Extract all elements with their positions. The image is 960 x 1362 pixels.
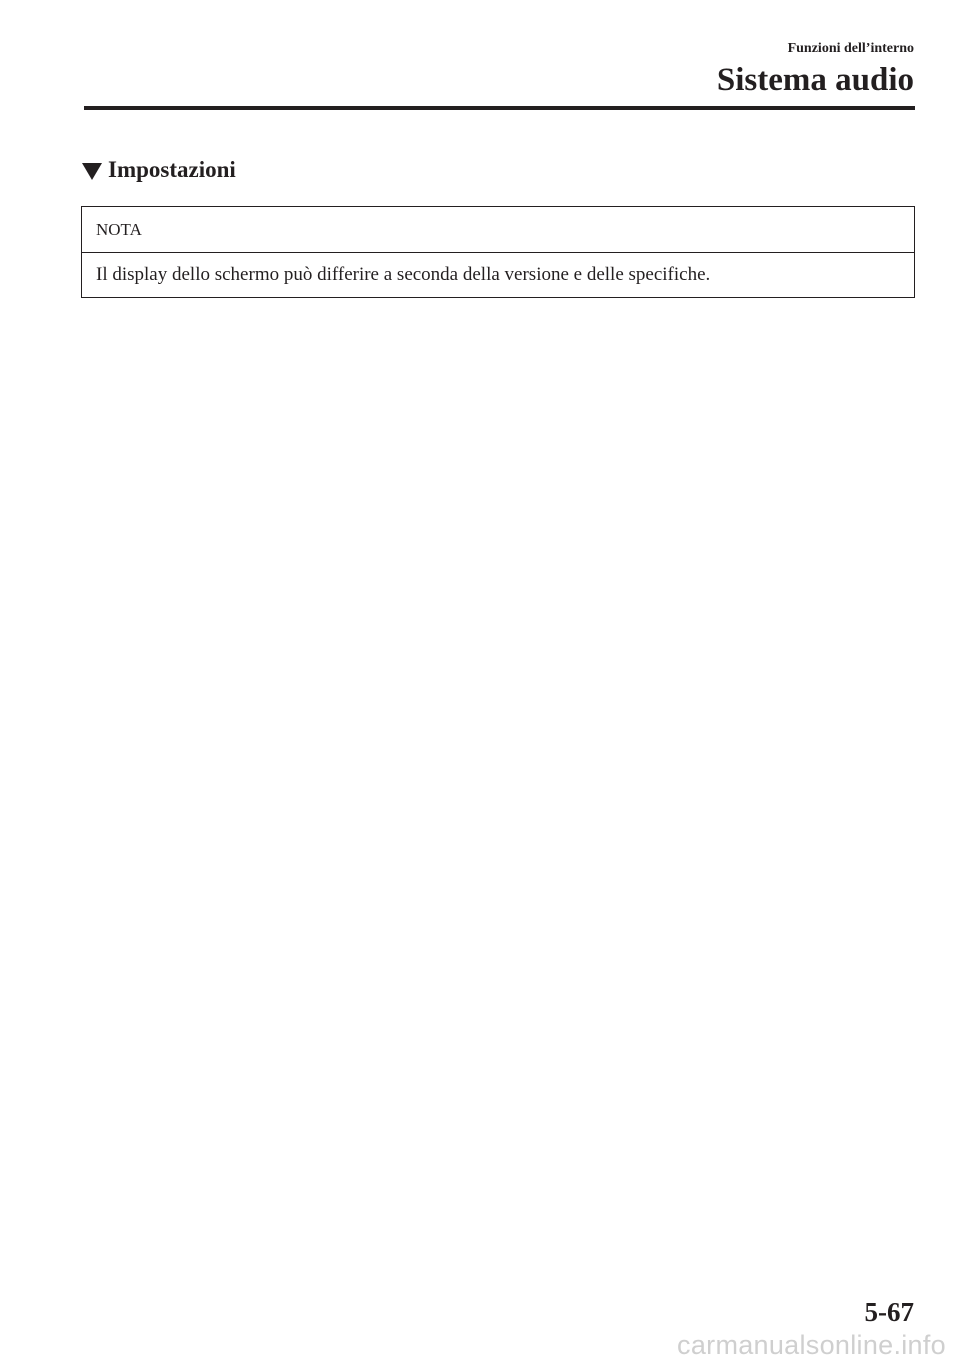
header-section-title: Funzioni dell’interno	[787, 41, 914, 56]
note-box	[81, 206, 915, 298]
section-heading-text: Impostazioni	[108, 157, 236, 182]
watermark: carmanualsonline.info	[677, 1330, 946, 1360]
page-number: 5-67	[864, 1297, 914, 1327]
header-rule	[84, 106, 915, 110]
down-triangle-icon	[82, 163, 102, 180]
note-title: NOTA	[82, 207, 914, 253]
section-heading	[82, 154, 236, 186]
note-body: Il display dello schermo può differire a seconda della versione e delle specifiche.	[96, 264, 711, 285]
header-chapter-title: Sistema audio	[716, 62, 914, 98]
